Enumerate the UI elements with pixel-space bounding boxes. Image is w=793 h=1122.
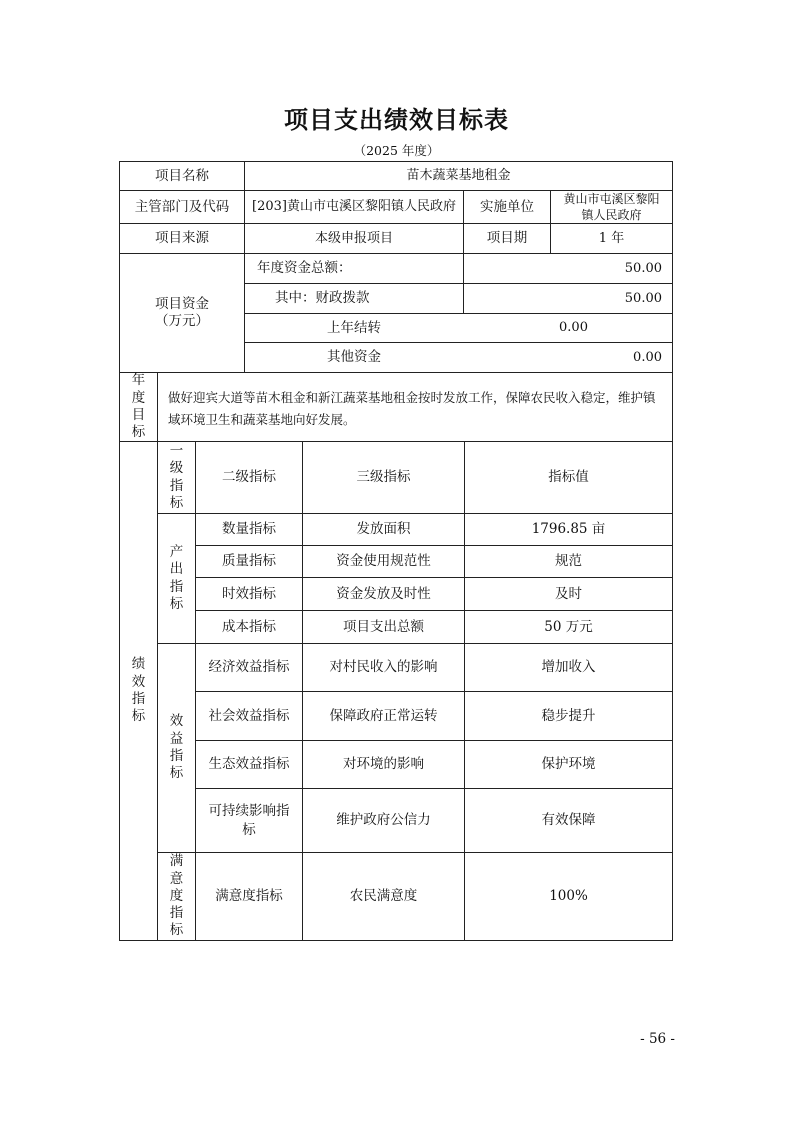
indicator-level3: 发放面积 (356, 521, 411, 538)
group-benefit-label: 效 益 指 标 (169, 713, 184, 782)
period-value: 1 年 (598, 230, 625, 246)
indicator-value: 增加收入 (541, 659, 596, 676)
indicator-level3: 对环境的影响 (343, 756, 424, 773)
fund-total-value: 50.00 (624, 260, 662, 276)
impl-value: 黄山市屯溪区黎阳镇人民政府 (563, 191, 660, 222)
funds-label: 项目资金 （万元） (155, 295, 209, 329)
indicator-level2: 成本指标 (222, 618, 276, 635)
indicator-value: 及时 (555, 585, 582, 602)
header-level1: 一 级 指 标 (169, 442, 184, 511)
fund-fiscal-label: 其中：财政拨款 (275, 290, 370, 307)
indicator-level3: 对村民收入的影响 (329, 659, 438, 676)
page-title: 项目支出绩效目标表 (284, 105, 509, 134)
indicator-value: 稳步提升 (541, 707, 596, 724)
performance-indicators-label: 绩 效 指 标 (131, 656, 146, 725)
dept-label: 主管部门及代码 (134, 198, 230, 215)
indicator-level2: 时效指标 (222, 585, 276, 602)
indicator-level3: 维护政府公信力 (336, 812, 431, 829)
annual-goal-label: 年 度 目 标 (131, 372, 146, 441)
group-satisfaction-label: 满 意 度 指 标 (169, 853, 184, 939)
indicator-level2: 满意度指标 (215, 888, 283, 905)
indicator-value: 1796.85 亩 (531, 521, 606, 538)
fund-carryover-label: 上年结转 (327, 319, 381, 336)
indicator-level3: 项目支出总额 (343, 618, 424, 635)
indicator-value: 100% (549, 888, 588, 905)
group-output-label: 产 出 指 标 (169, 543, 184, 612)
indicator-level2: 经济效益指标 (208, 659, 290, 676)
header-level2: 二级指标 (222, 469, 276, 486)
period-label: 项目期 (486, 230, 528, 247)
indicator-value: 规范 (555, 553, 582, 570)
fund-other-label: 其他资金 (327, 349, 381, 366)
annual-goal-text: 做好迎宾大道等苗木租金和新江蔬菜基地租金按时发放工作，保障农民收入稳定，维护镇域环境卫生和蔬菜基地向好发展。 (168, 390, 656, 427)
indicator-value: 有效保障 (541, 812, 596, 829)
source-value: 本级申报项目 (314, 230, 393, 246)
project-name-label: 项目名称 (155, 167, 209, 184)
header-level3: 三级指标 (356, 469, 411, 486)
indicator-level3: 保障政府正常运转 (329, 707, 438, 724)
indicator-level3: 资金发放及时性 (336, 585, 431, 602)
fund-fiscal-value: 50.00 (624, 290, 662, 306)
indicator-value: 50 万元 (544, 618, 593, 635)
page-number: - 56 - (640, 1031, 675, 1047)
indicator-level2: 数量指标 (222, 521, 276, 538)
indicator-value: 保护环境 (541, 756, 596, 773)
impl-label: 实施单位 (480, 198, 534, 215)
fund-other-value: 0.00 (633, 349, 662, 365)
year-note: （2025 年度） (353, 143, 440, 158)
source-label: 项目来源 (155, 230, 209, 247)
indicator-level3: 农民满意度 (349, 888, 418, 905)
indicator-level2: 社会效益指标 (208, 707, 290, 724)
dept-value: [203]黄山市屯溪区黎阳镇人民政府 (252, 199, 456, 215)
indicator-level2: 生态效益指标 (208, 756, 290, 773)
indicator-level2: 质量指标 (222, 553, 276, 570)
fund-carryover-value: 0.00 (559, 320, 588, 336)
header-value: 指标值 (548, 469, 589, 486)
indicator-level3: 资金使用规范性 (336, 553, 431, 570)
fund-total-label: 年度资金总额： (257, 260, 352, 277)
project-name-value: 苗木蔬菜基地租金 (406, 168, 511, 184)
indicator-level2: 可持续影响指标 (208, 803, 290, 838)
